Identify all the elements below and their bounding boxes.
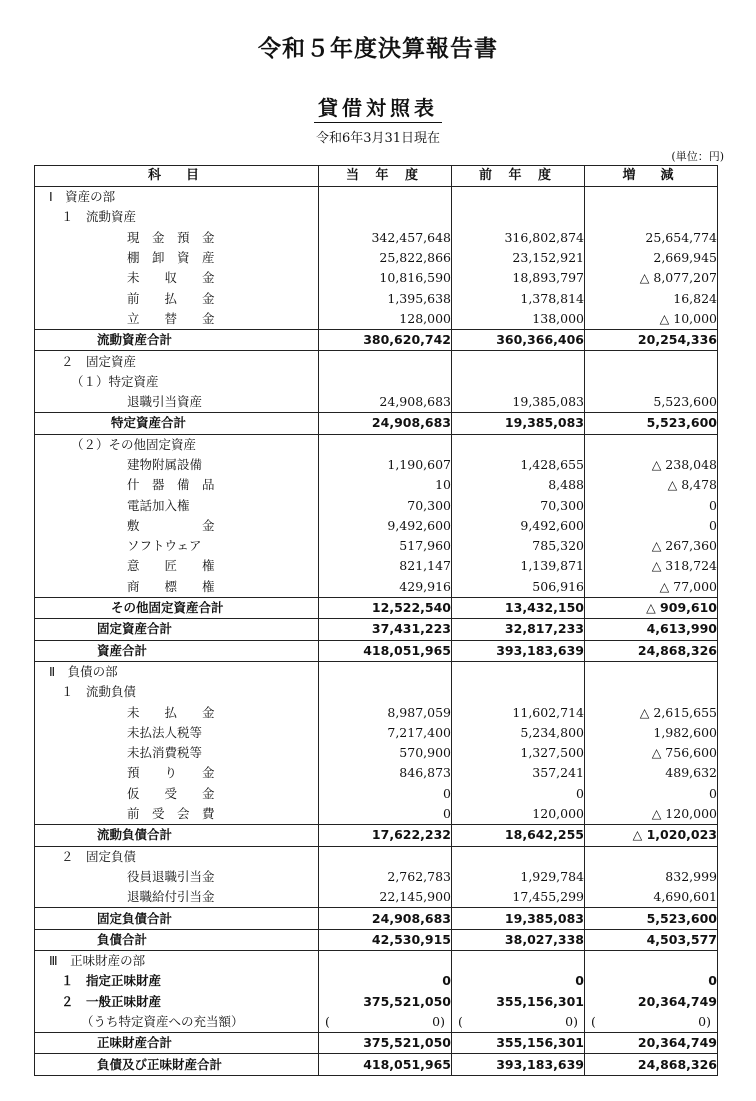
table-row: [35, 723, 718, 743]
account-label: [35, 950, 319, 971]
account-label-text: 仮 受 金: [127, 785, 215, 801]
change-value: 1,982,600: [585, 723, 718, 743]
previous-year-value: [452, 434, 585, 455]
table-row: [35, 516, 718, 536]
account-label-text: 未払法人税等: [127, 724, 203, 740]
table-row: [35, 392, 718, 413]
previous-year-value: [452, 661, 585, 682]
account-label: [35, 992, 319, 1012]
account-label: [35, 743, 319, 763]
change-value: [585, 682, 718, 702]
previous-year-value: 17,455,299: [452, 887, 585, 908]
change-value: 24,868,326: [585, 1054, 718, 1075]
as-of-date: 令和6年3月31日現在: [315, 131, 441, 146]
current-year-value: 10,816,590: [319, 268, 452, 288]
account-label-text: （１）特定資産: [71, 373, 159, 389]
current-year-value: 846,873: [319, 763, 452, 783]
account-label: [35, 784, 319, 804]
account-label: [35, 392, 319, 413]
account-label: [35, 1012, 319, 1033]
account-label-text: 固定資産合計: [97, 621, 173, 637]
previous-year-value: 18,642,255: [452, 825, 585, 846]
account-label: [35, 929, 319, 950]
section-row: [35, 682, 718, 702]
close-paren: ): [573, 1014, 578, 1030]
previous-year-value: 1,428,655: [452, 455, 585, 475]
total-row: [35, 1033, 718, 1054]
table-row: [35, 556, 718, 576]
account-label: [35, 723, 319, 743]
total-row: [35, 413, 718, 434]
section-row: [35, 372, 718, 392]
header-previous-year: 前 年 度: [452, 166, 585, 187]
change-value: △ 2,615,655: [585, 702, 718, 722]
previous-year-value: 120,000: [452, 804, 585, 825]
account-label: [35, 330, 319, 351]
account-label: [35, 763, 319, 783]
previous-year-value: 18,893,797: [452, 268, 585, 288]
change-value: △ 1,020,023: [585, 825, 718, 846]
previous-year-value: 1,139,871: [452, 556, 585, 576]
current-year-value: 10: [319, 475, 452, 495]
change-value: △ 909,610: [585, 597, 718, 618]
current-year-value: 821,147: [319, 556, 452, 576]
current-year-value: [319, 351, 452, 372]
account-label-text: 流動負債合計: [97, 827, 173, 843]
table-row: [35, 743, 718, 763]
account-label-text: 負債及び正味財産合計: [97, 1056, 223, 1072]
account-label: [35, 475, 319, 495]
current-year-value: 24,908,683: [319, 392, 452, 413]
previous-year-value: 5,234,800: [452, 723, 585, 743]
account-label-text: 什 器 備 品: [127, 477, 215, 493]
account-label: [35, 1033, 319, 1054]
account-label-text: ソフトウェア: [127, 538, 202, 554]
account-label-text: 固定負債合計: [97, 910, 173, 926]
change-value: [585, 434, 718, 455]
table-row: [35, 763, 718, 783]
change-value: 2,669,945: [585, 248, 718, 268]
current-year-value: 24,908,683: [319, 908, 452, 929]
change-value: [585, 1012, 718, 1033]
account-label-text: その他固定資産合計: [111, 600, 224, 616]
account-label-text: １ 流動負債: [61, 684, 137, 700]
account-label-text: 負債合計: [97, 931, 148, 947]
account-label-text: 正味財産合計: [97, 1035, 173, 1051]
previous-year-value: 1,327,500: [452, 743, 585, 763]
change-value: 4,613,990: [585, 619, 718, 640]
account-label-text: Ⅱ 負債の部: [49, 663, 118, 679]
change-value: △ 10,000: [585, 309, 718, 330]
current-year-value: 2,762,783: [319, 867, 452, 887]
current-year-value: [319, 187, 452, 208]
account-label-text: 預 り 金: [127, 765, 215, 781]
change-value: [585, 207, 718, 227]
change-value: 20,364,749: [585, 992, 718, 1012]
current-year-value-text: 0: [432, 1014, 441, 1030]
header-row: [35, 166, 718, 187]
account-label: [35, 702, 319, 722]
account-label: [35, 577, 319, 598]
table-row: [35, 309, 718, 330]
current-year-value: [319, 372, 452, 392]
current-year-value: 1,395,638: [319, 288, 452, 308]
previous-year-value: 360,366,406: [452, 330, 585, 351]
previous-year-value: 19,385,083: [452, 908, 585, 929]
current-year-value: 429,916: [319, 577, 452, 598]
account-label: [35, 434, 319, 455]
previous-year-value: 32,817,233: [452, 619, 585, 640]
current-year-value: 12,522,540: [319, 597, 452, 618]
previous-year-value: 1,929,784: [452, 867, 585, 887]
account-label-text: （うち特定資産への充当額）: [81, 1014, 244, 1030]
previous-year-value: 355,156,301: [452, 1033, 585, 1054]
section-row: [35, 187, 718, 208]
change-value: [585, 372, 718, 392]
change-value: △ 238,048: [585, 455, 718, 475]
account-label-text: ２ 固定負債: [61, 848, 137, 864]
table-row: [35, 495, 718, 515]
change-value: [585, 661, 718, 682]
account-label-text: １ 指定正味財産: [61, 973, 162, 989]
account-label: [35, 228, 319, 248]
current-year-value: 0: [319, 804, 452, 825]
account-label-text: 電話加入権: [127, 497, 190, 513]
current-year-value: 375,521,050: [319, 1033, 452, 1054]
account-label: [35, 887, 319, 908]
open-paren: (: [325, 1014, 330, 1030]
previous-year-value: 357,241: [452, 763, 585, 783]
current-year-value: [319, 661, 452, 682]
total-row: [35, 992, 718, 1012]
balance-sheet-table: [34, 165, 718, 1076]
previous-year-value: 506,916: [452, 577, 585, 598]
change-value: 4,503,577: [585, 929, 718, 950]
account-label: [35, 640, 319, 661]
table-row: [35, 1012, 718, 1033]
change-value: 16,824: [585, 288, 718, 308]
account-label-text: 商 標 権: [127, 578, 215, 594]
table-row: [35, 867, 718, 887]
previous-year-value: 9,492,600: [452, 516, 585, 536]
change-value: 25,654,774: [585, 228, 718, 248]
account-label-text: Ⅰ 資産の部: [49, 189, 116, 205]
previous-year-value: 70,300: [452, 495, 585, 515]
change-value: 4,690,601: [585, 887, 718, 908]
account-label-text: 現 金 預 金: [127, 229, 215, 245]
section-row: [35, 351, 718, 372]
previous-year-value: 1,378,814: [452, 288, 585, 308]
account-label-text: （２）その他固定資産: [71, 436, 197, 452]
change-value: 24,868,326: [585, 640, 718, 661]
section-row: [35, 846, 718, 867]
current-year-value: 375,521,050: [319, 992, 452, 1012]
current-year-value: 22,145,900: [319, 887, 452, 908]
account-label: [35, 413, 319, 434]
previous-year-value: [452, 351, 585, 372]
previous-year-value: 8,488: [452, 475, 585, 495]
previous-year-value: [452, 682, 585, 702]
unit-label: (単位：円): [671, 150, 724, 163]
current-year-value: [319, 950, 452, 971]
previous-year-value: 393,183,639: [452, 1054, 585, 1075]
account-label-text: 資産合計: [97, 642, 148, 658]
previous-year-value: 0: [452, 784, 585, 804]
open-paren: (: [458, 1014, 463, 1030]
table-row: [35, 804, 718, 825]
section-row: [35, 661, 718, 682]
open-paren: (: [591, 1014, 596, 1030]
header-account: 科 目: [35, 166, 319, 187]
previous-year-value: [452, 1012, 585, 1033]
account-label-text: 未 払 金: [127, 704, 215, 720]
balance-sheet-title-text: 貸借対照表: [314, 96, 442, 123]
table-row: [35, 228, 718, 248]
table-row: [35, 887, 718, 908]
previous-year-value: [452, 846, 585, 867]
account-label: [35, 288, 319, 308]
previous-year-value: [452, 187, 585, 208]
previous-year-value: 355,156,301: [452, 992, 585, 1012]
current-year-value: [319, 846, 452, 867]
account-label: [35, 1054, 319, 1075]
change-value: 0: [585, 971, 718, 991]
table-row: [35, 536, 718, 556]
change-value: 5,523,600: [585, 908, 718, 929]
change-value: [585, 846, 718, 867]
balance-sheet-title: [0, 92, 756, 121]
previous-year-value: 23,152,921: [452, 248, 585, 268]
table-row: [35, 455, 718, 475]
current-year-value: 570,900: [319, 743, 452, 763]
change-value: 832,999: [585, 867, 718, 887]
current-year-value: 418,051,965: [319, 640, 452, 661]
report-title: 令和５年度決算報告書: [258, 36, 498, 62]
total-row: [35, 597, 718, 618]
account-label-text: 意 匠 権: [127, 558, 215, 574]
account-label-text: 退職引当資産: [127, 394, 203, 410]
account-label: [35, 207, 319, 227]
account-label: [35, 351, 319, 372]
previous-year-value: 19,385,083: [452, 392, 585, 413]
current-year-value: 418,051,965: [319, 1054, 452, 1075]
account-label-text: 未払消費税等: [127, 745, 203, 761]
total-row: [35, 330, 718, 351]
change-value: 20,364,749: [585, 1033, 718, 1054]
change-value: [585, 187, 718, 208]
section-row: [35, 950, 718, 971]
current-year-value: 7,217,400: [319, 723, 452, 743]
previous-year-value: 11,602,714: [452, 702, 585, 722]
total-row: [35, 825, 718, 846]
table-row: [35, 268, 718, 288]
current-year-value: 342,457,648: [319, 228, 452, 248]
change-value: △ 77,000: [585, 577, 718, 598]
current-year-value: [319, 207, 452, 227]
change-value: [585, 351, 718, 372]
account-label: [35, 661, 319, 682]
previous-year-value: [452, 950, 585, 971]
change-value: △ 8,478: [585, 475, 718, 495]
account-label-text: 流動資産合計: [97, 332, 173, 348]
account-label-text: 特定資産合計: [111, 415, 187, 431]
account-label: [35, 495, 319, 515]
table-row: [35, 784, 718, 804]
change-value: 5,523,600: [585, 392, 718, 413]
current-year-value: 70,300: [319, 495, 452, 515]
change-value: △ 756,600: [585, 743, 718, 763]
account-label: [35, 372, 319, 392]
change-value: △ 8,077,207: [585, 268, 718, 288]
account-label-text: 棚 卸 資 産: [127, 250, 215, 266]
change-value: △ 267,360: [585, 536, 718, 556]
account-label-text: 敷 金: [127, 517, 215, 533]
account-label: [35, 867, 319, 887]
current-year-value: 517,960: [319, 536, 452, 556]
change-value: △ 318,724: [585, 556, 718, 576]
total-row: [35, 619, 718, 640]
section-row: [35, 434, 718, 455]
account-label: [35, 846, 319, 867]
previous-year-value: 19,385,083: [452, 413, 585, 434]
account-label: [35, 597, 319, 618]
account-label: [35, 516, 319, 536]
close-paren: ): [706, 1014, 711, 1030]
account-label-text: 立 替 金: [127, 310, 215, 326]
change-value: [585, 950, 718, 971]
total-row: [35, 929, 718, 950]
current-year-value: 380,620,742: [319, 330, 452, 351]
previous-year-value: [452, 372, 585, 392]
previous-year-value: 38,027,338: [452, 929, 585, 950]
previous-year-value: 316,802,874: [452, 228, 585, 248]
header-change: 増 減: [585, 166, 718, 187]
previous-year-value: [452, 207, 585, 227]
account-label: [35, 309, 319, 330]
section-row: [35, 207, 718, 227]
change-value: 0: [585, 495, 718, 515]
previous-year-value: 138,000: [452, 309, 585, 330]
table-row: [35, 248, 718, 268]
current-year-value: 24,908,683: [319, 413, 452, 434]
total-row: [35, 908, 718, 929]
current-year-value: [319, 682, 452, 702]
account-label: [35, 268, 319, 288]
total-row: [35, 971, 718, 991]
change-value: △ 120,000: [585, 804, 718, 825]
previous-year-value: 13,432,150: [452, 597, 585, 618]
table-row: [35, 702, 718, 722]
current-year-value: 128,000: [319, 309, 452, 330]
previous-year-value-text: 0: [565, 1014, 574, 1030]
current-year-value: 25,822,866: [319, 248, 452, 268]
header-current-year: 当 年 度: [319, 166, 452, 187]
current-year-value: 9,492,600: [319, 516, 452, 536]
table-row: [35, 577, 718, 598]
change-value: 489,632: [585, 763, 718, 783]
account-label-text: Ⅲ 正味財産の部: [49, 953, 146, 969]
current-year-value: [319, 1012, 452, 1033]
account-label-text: 未 収 金: [127, 270, 215, 286]
account-label-text: ２ 一般正味財産: [61, 993, 162, 1009]
close-paren: ): [440, 1014, 445, 1030]
account-label-text: 役員退職引当金: [127, 868, 215, 884]
account-label: [35, 455, 319, 475]
account-label: [35, 248, 319, 268]
account-label: [35, 619, 319, 640]
change-value: 0: [585, 784, 718, 804]
table-row: [35, 288, 718, 308]
change-value: 20,254,336: [585, 330, 718, 351]
previous-year-value: 0: [452, 971, 585, 991]
current-year-value: 0: [319, 971, 452, 991]
current-year-value: 42,530,915: [319, 929, 452, 950]
account-label: [35, 556, 319, 576]
current-year-value: 1,190,607: [319, 455, 452, 475]
account-label: [35, 825, 319, 846]
previous-year-value: 785,320: [452, 536, 585, 556]
account-label: [35, 908, 319, 929]
account-label-text: ２ 固定資産: [61, 353, 137, 369]
change-value: 0: [585, 516, 718, 536]
previous-year-value: 393,183,639: [452, 640, 585, 661]
total-row: [35, 1054, 718, 1075]
current-year-value: 0: [319, 784, 452, 804]
account-label: [35, 971, 319, 991]
account-label-text: 前 払 金: [127, 290, 215, 306]
balance-sheet-body: [35, 187, 718, 1076]
current-year-value: 37,431,223: [319, 619, 452, 640]
total-row: [35, 640, 718, 661]
table-row: [35, 475, 718, 495]
account-label-text: 建物附属設備: [127, 457, 203, 472]
current-year-value: [319, 434, 452, 455]
account-label-text: 前 受 会 費: [127, 806, 215, 822]
account-label: [35, 804, 319, 825]
change-value-text: 0: [698, 1014, 707, 1030]
account-label-text: １ 流動資産: [61, 209, 137, 225]
account-label: [35, 536, 319, 556]
current-year-value: 17,622,232: [319, 825, 452, 846]
account-label: [35, 187, 319, 208]
account-label: [35, 682, 319, 702]
account-label-text: 退職給付引当金: [127, 889, 215, 905]
current-year-value: 8,987,059: [319, 702, 452, 722]
change-value: 5,523,600: [585, 413, 718, 434]
